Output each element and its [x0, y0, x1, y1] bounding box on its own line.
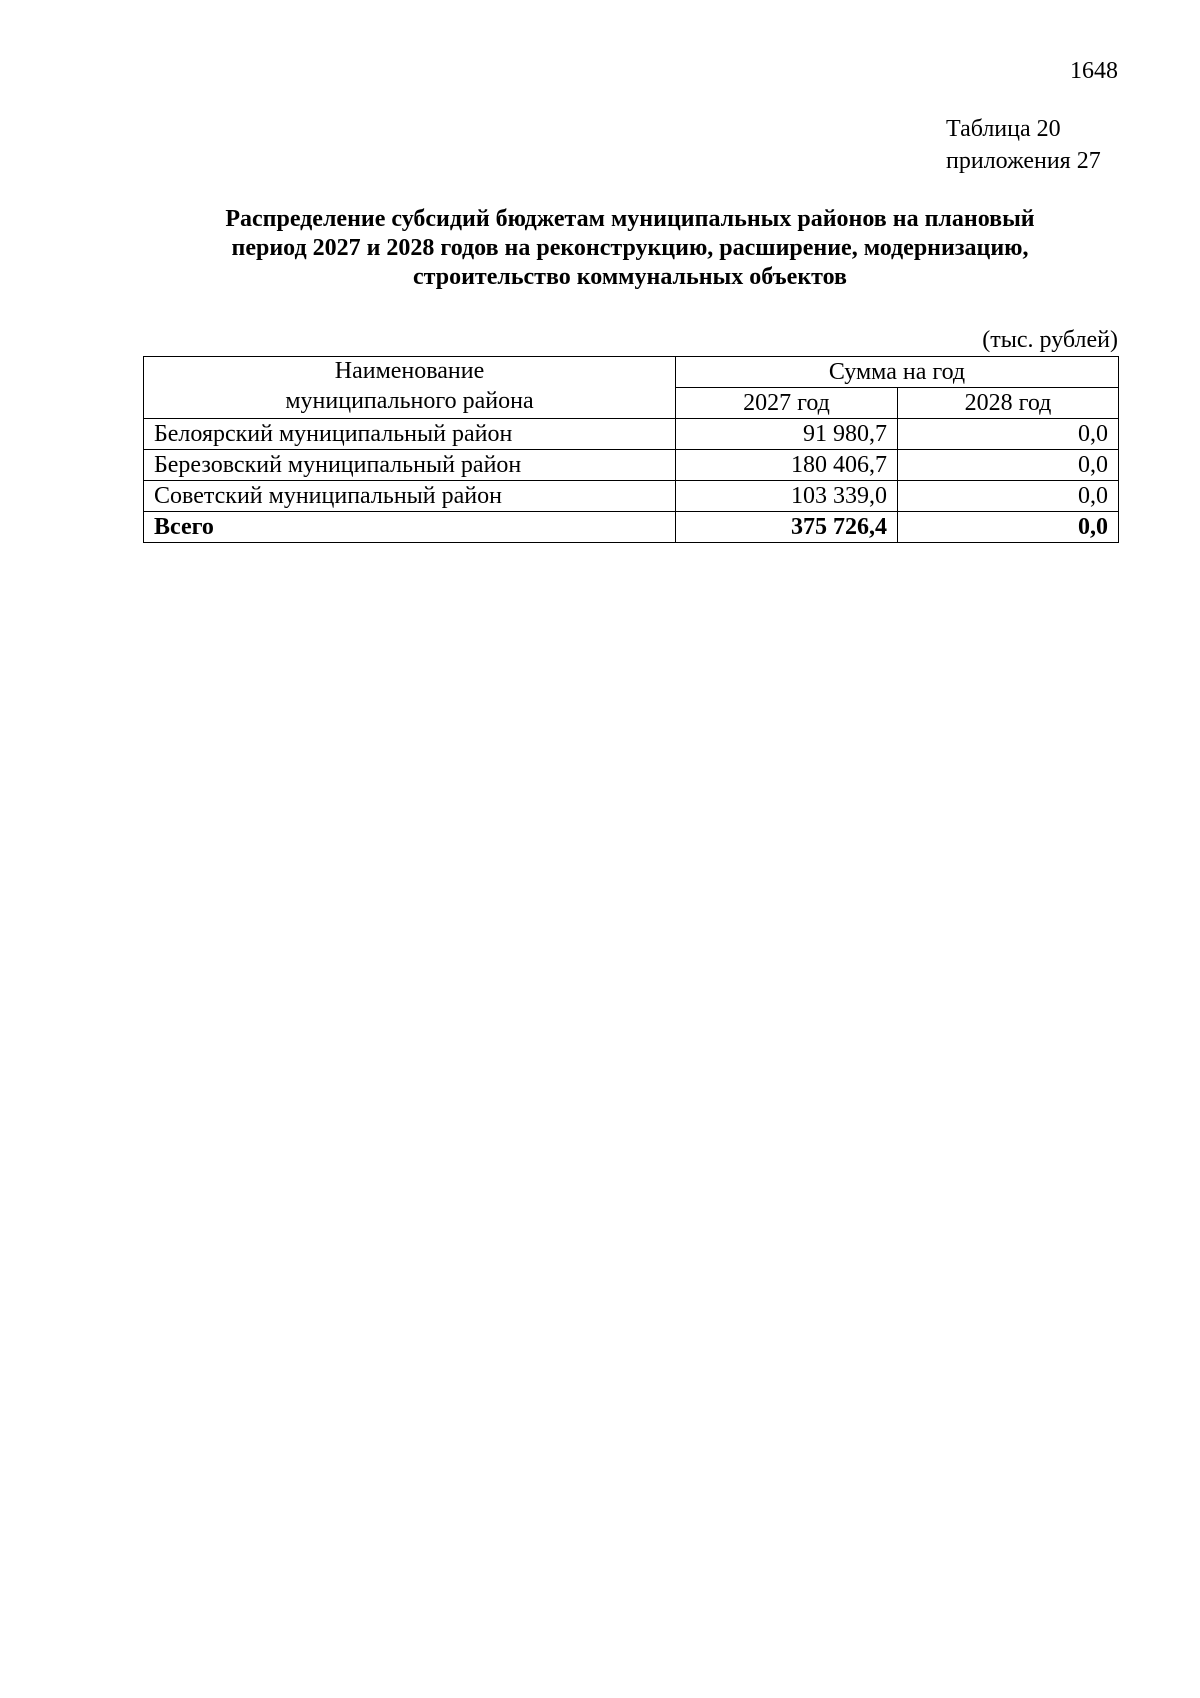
- district-name: Березовский муниципальный район: [144, 450, 676, 481]
- table-row: [144, 419, 1119, 450]
- value-2028: 0,0: [898, 419, 1119, 450]
- header-district-name: [144, 357, 676, 419]
- header-2028: 2028 год: [898, 388, 1119, 419]
- value-2027: 103 339,0: [676, 481, 898, 512]
- value-2027: 91 980,7: [676, 419, 898, 450]
- total-2028: 0,0: [898, 512, 1119, 543]
- district-name: Советский муниципальный район: [144, 481, 676, 512]
- document-title-line-3: строительство коммунальных объектов: [413, 264, 847, 290]
- total-label: Всего: [144, 512, 676, 543]
- header-district-name-line-1: Наименование: [334, 358, 485, 384]
- header-2027: 2027 год: [676, 388, 898, 419]
- district-name: Белоярский муниципальный район: [144, 419, 676, 450]
- document-title-line-1: Распределение субсидий бюджетам муниципальных районов на плановый: [225, 206, 1035, 232]
- units-label: (тыс. рублей): [982, 327, 1118, 353]
- page-number: 1648: [1070, 58, 1118, 84]
- value-2028: 0,0: [898, 450, 1119, 481]
- table-reference-number: Таблица 20: [946, 116, 1061, 142]
- table-row: [144, 481, 1119, 512]
- value-2028: 0,0: [898, 481, 1119, 512]
- total-2027: 375 726,4: [676, 512, 898, 543]
- document-title: [140, 205, 1120, 292]
- value-2027: 180 406,7: [676, 450, 898, 481]
- total-row: [144, 512, 1119, 543]
- table-reference-appendix: приложения 27: [946, 148, 1101, 174]
- table-header-row: [144, 357, 1119, 388]
- header-sum-per-year: Сумма на год: [676, 357, 1119, 388]
- document-title-line-2: период 2027 и 2028 годов на реконструкцию, расширение, модернизацию,: [231, 235, 1029, 261]
- table-row: [144, 450, 1119, 481]
- table-reference: [946, 113, 1101, 177]
- subsidy-table: [143, 356, 1119, 543]
- header-district-name-line-2: муниципального района: [285, 388, 534, 414]
